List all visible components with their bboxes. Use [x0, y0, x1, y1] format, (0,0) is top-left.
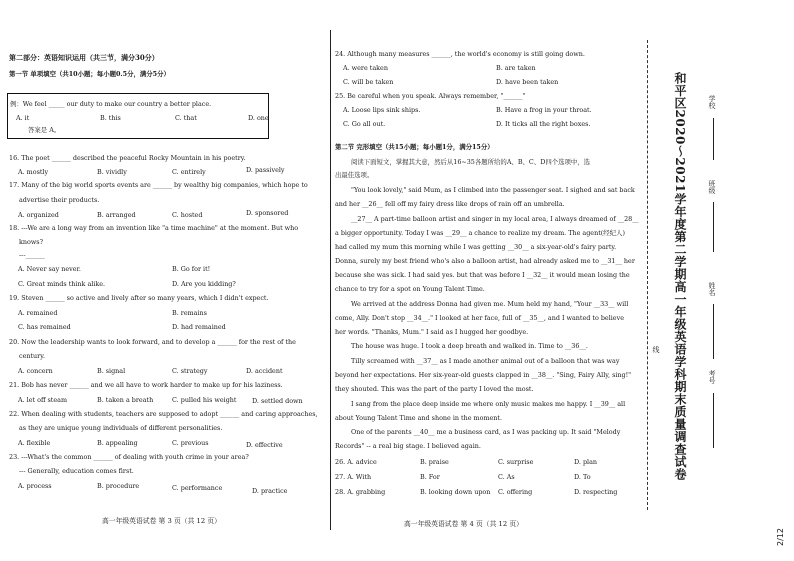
passage-line: Tilly screamed with __37__ as I made another animal out of a balloon that was way [351, 357, 620, 365]
q16-option-d: D. passively [246, 166, 285, 174]
q25-stem: 25. Be careful when you speak. Always remember, "______" [335, 92, 526, 100]
passage-line: chance to try for a spot on Young Talent Time. [335, 285, 485, 293]
q25-option-b: B. Have a frog in your throat. [496, 106, 592, 114]
school-label: 学校 [708, 95, 716, 109]
passage-line: I sang from the place deep inside me where only music makes me happy. I __39__ all [351, 400, 626, 408]
q23-option-c: C. performance [172, 484, 223, 492]
right-page-footer: 高一年级英语试卷 第 4 页（共 12 页） [404, 520, 523, 528]
binding-dashed-line [647, 40, 648, 510]
q19-option-d: D. had remained [172, 323, 226, 331]
q23-option-b: B. procedure [97, 482, 140, 490]
q24-option-d: D. have been taken [496, 78, 559, 86]
q22-option-d: D. effective [246, 441, 283, 449]
name-label: 姓名 [708, 282, 716, 296]
q21-option-b: B. taken a breath [97, 396, 154, 404]
q17-option-a: A. organized [18, 211, 59, 219]
q16-option-a: A. mostly [18, 168, 49, 176]
section2-title: 第二节 完形填空（共15小题；每小题1分，满分15分） [335, 143, 494, 151]
passage-line: "You look lovely," said Mum, as I climbed into the passenger seat. I sighed and sat back [351, 186, 635, 194]
q27-option-b: B. For [420, 473, 440, 481]
q19-stem: 19. Steven ______ so active and lively after so many years, which I didn't expect. [9, 294, 269, 302]
q18-option-d: D. Are you kidding? [172, 280, 236, 288]
exam-title: 和平区2020～2021学年度第二学期高一年级英语学科期末质量调查试卷 [673, 72, 687, 481]
q16-option-b: B. vividly [97, 168, 127, 176]
passage-line: had called my mum this morning while I was getting __30__ a six-year-old's fairy party. [335, 243, 617, 251]
q23-stem-line1: 23. ---What's the common ______ of dealing with youth crime in your area? [9, 453, 249, 461]
q25-option-a: A. Loose lips sink ships. [343, 106, 421, 114]
passage-line: they shouted. This was the part of the party I loved the most. [335, 385, 534, 393]
example-stem: 例：We feel _____ our duty to make our country a better place. [10, 100, 212, 108]
q25-option-d: D. It ticks all the right boxes. [496, 120, 591, 128]
q24-stem: 24. Although many measures ______, the world's economy is still going down. [335, 50, 585, 58]
q19-option-a: A. remained [18, 309, 58, 317]
q26-option-c: C. surprise [498, 458, 534, 466]
q27-option-c: C. As [498, 473, 515, 481]
section2-instruction-line1: 阅读下面短文，掌握其大意，然后从16~35各题所给的A、B、C、D四个选项中，选 [351, 158, 591, 166]
q17-option-d: D. sponsored [246, 209, 289, 217]
example-option-b: B. this [100, 114, 121, 122]
passage-line: beyond her expectations. Her six-year-old guests clapped in __38__. "Sing, Fairy Ally, sing!" [335, 371, 632, 379]
q16-option-c: C. entirely [172, 168, 206, 176]
q27-option-a: 27. A. With [335, 473, 372, 481]
q16-stem: 16. The poet ______ described the peaceful Rocky Mountain in his poetry. [9, 154, 246, 162]
q17-option-c: C. hosted [172, 211, 203, 219]
q20-stem-line2: century. [19, 352, 46, 360]
q28-option-b: B. looking down upon [420, 488, 491, 496]
passage-line: her words. "Thanks, Mum." I said as I hugged her goodbye. [335, 328, 529, 336]
passage-line: Donna, surely my best friend who's also a balloon artist, had already asked me to __31__ her [335, 257, 635, 265]
q20-option-c: C. strategy [172, 367, 208, 375]
passage-line: and her __26__ fell off my fairy dress like drops of rain off an umbrella. [335, 200, 565, 208]
section1-title: 第一节 单项填空（共10小题；每小题0.5分，满分5分） [9, 70, 170, 78]
class-label: 班级 [708, 180, 716, 194]
example-option-d: D. one [248, 114, 269, 122]
example-option-c: C. that [175, 114, 197, 122]
q26-option-a: 26. A. advice [335, 458, 377, 466]
part2-title: 第二部分：英语知识运用（共三节，满分30分） [9, 53, 159, 62]
exam-id-field[interactable] [713, 393, 714, 448]
passage-line: because she was sick. I had said yes. but that was before I __32__ it would mean losing the [335, 271, 630, 279]
q18-option-a: A. Never say never. [18, 265, 81, 273]
q18-stem-line1: 18. ---We are a long way from an invention like "a time machine" at the moment. But who [9, 224, 299, 232]
q23-stem-line2: --- Generally, education comes first. [19, 467, 134, 475]
q17-stem-line2: advertise their products. [19, 196, 100, 204]
left-page-footer: 高一年级英语试卷 第 3 页（共 12 页） [102, 517, 221, 525]
page-number: 2/12 [776, 528, 785, 546]
q17-stem-line1: 17. Many of the big world sports events are ______ by wealthy big companies, which hope to [9, 181, 308, 189]
q26-option-d: D. plan [574, 458, 598, 466]
q28-option-d: D. respecting [574, 488, 618, 496]
q28-option-a: 28. A. grabbing [335, 488, 386, 496]
class-field[interactable] [713, 202, 714, 252]
name-field[interactable] [713, 304, 714, 359]
q21-stem: 21. Bob has never ______ and we all have to work harder to make up for his laziness. [9, 381, 283, 389]
q20-option-a: A. concern [18, 367, 53, 375]
passage-line: One of the parents __40__ me a business card, as I was packing up. It said "Melody [351, 428, 621, 436]
q22-stem-line2: as they are unique young individuals of different personalities. [19, 424, 223, 432]
q19-option-b: B. remains [172, 309, 207, 317]
passage-line: Records" -- a real big stage. I believed again. [335, 442, 481, 450]
page-divider [330, 30, 331, 530]
passage-line: The house was huge. I took a deep breath and walked in. Time to __36__. [351, 342, 588, 350]
q18-stem-line3: ---______ [19, 251, 45, 259]
q20-stem-line1: 20. Now the leadership wants to look forward, and to develop a ______ for the rest of the [9, 338, 296, 346]
q22-option-c: C. previous [172, 439, 209, 447]
q20-option-d: D. accident [246, 367, 283, 375]
passage-line: __27__ A part-time balloon artist and singer in my local area, I always dreamed of __28__ [351, 215, 639, 223]
binding-line-label: 线 [652, 346, 660, 353]
q25-option-c: C. Go all out. [343, 120, 386, 128]
q28-option-c: C. offering [498, 488, 533, 496]
section2-instruction-line2: 出最佳选项。 [335, 171, 374, 179]
q17-option-b: B. arranged [97, 211, 136, 219]
exam-id-label: 考号 [708, 370, 716, 384]
q24-option-b: B. are taken [496, 64, 536, 72]
q21-option-c: C. pulled his weight [172, 396, 237, 404]
q23-option-d: D. practice [252, 487, 288, 495]
q24-option-a: A. were taken [343, 64, 388, 72]
q23-option-a: A. process [18, 482, 52, 490]
q26-option-b: B. praise [420, 458, 449, 466]
q22-option-b: B. appealing [97, 439, 138, 447]
q24-option-c: C. will be taken [343, 78, 394, 86]
q18-stem-line2: knows? [19, 238, 44, 246]
q20-option-b: B. signal [97, 367, 126, 375]
q27-option-d: D. To [574, 473, 591, 481]
example-answer: 答案是 A。 [28, 126, 61, 134]
passage-line: We arrived at the address Donna had given me. Mum held my hand, "Your __33__ will [351, 300, 629, 308]
q18-option-b: B. Go for it! [172, 265, 211, 273]
q21-option-a: A. let off steam [18, 396, 68, 404]
passage-line: a bigger opportunity. Today I was __29__ a chance to realize my dream. The agent(经纪人) [335, 229, 625, 237]
q21-option-d: D. settled down [252, 397, 303, 405]
example-option-a: A. it [16, 114, 30, 122]
q18-option-c: C. Great minds think alike. [18, 280, 106, 288]
passage-line: about Young Talent Time and shone in the moment. [335, 414, 502, 422]
q19-option-c: C. has remained [18, 323, 71, 331]
q22-option-a: A. flexible [18, 439, 51, 447]
school-field[interactable] [713, 118, 714, 160]
q22-stem-line1: 22. When dealing with students, teachers are supposed to adopt ______ and caring approaches, [9, 410, 318, 418]
passage-line: come, Ally. Don't stop __34__." I looked at her face, full of __35__, and I wanted to believe [335, 314, 624, 322]
